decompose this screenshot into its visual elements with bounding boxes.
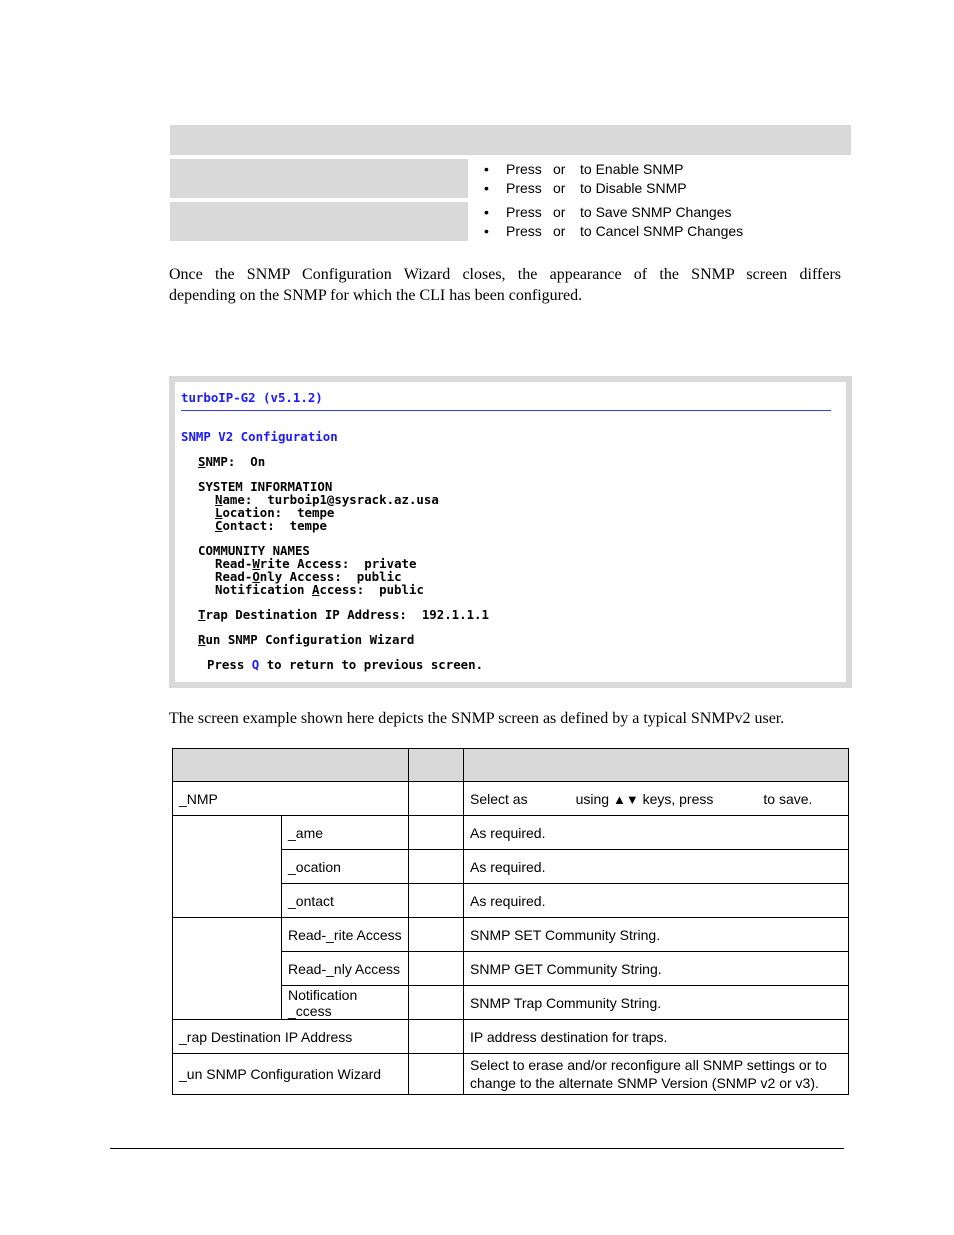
header-cell bbox=[409, 749, 464, 782]
bullet-text: Press bbox=[506, 204, 542, 220]
bullet-text: to Cancel SNMP Changes bbox=[580, 223, 744, 239]
desc-cell: SNMP SET Community String. bbox=[464, 918, 849, 952]
hotkey-letter: Q bbox=[251, 657, 260, 672]
hotkey-letter: R bbox=[198, 632, 206, 647]
bullet-item: • Press or to Disable SNMP bbox=[484, 180, 687, 196]
param-cell: _NMP bbox=[173, 782, 409, 816]
key-cell bbox=[409, 952, 464, 986]
terminal-label: Notification bbox=[215, 582, 312, 597]
table-row bbox=[173, 816, 849, 850]
bullet-text: Press bbox=[506, 180, 542, 196]
terminal-label: Press bbox=[207, 657, 245, 672]
bullet-text: to Enable SNMP bbox=[580, 161, 684, 177]
terminal-contact-line[interactable] bbox=[215, 519, 327, 532]
bullet-text: or bbox=[553, 161, 566, 177]
key-cell bbox=[409, 816, 464, 850]
terminal-label: ame: bbox=[222, 492, 253, 507]
hotkey-letter: C bbox=[215, 518, 223, 533]
top-table-row-label-2 bbox=[170, 202, 468, 241]
param-cell: Read-_rite Access bbox=[282, 918, 409, 952]
terminal-value: tempe bbox=[289, 518, 327, 533]
terminal-value: tempe bbox=[297, 505, 335, 520]
table-row bbox=[173, 782, 849, 816]
terminal-title: turboIP-G2 (v5.1.2) bbox=[181, 390, 323, 405]
hotkey-letter: N bbox=[215, 492, 223, 507]
terminal-label: ocation: bbox=[222, 505, 283, 520]
hotkey-letter: T bbox=[198, 607, 206, 622]
table-header-row bbox=[173, 749, 849, 782]
bullet-text: or bbox=[553, 180, 566, 196]
key-cell bbox=[409, 918, 464, 952]
desc-cell: As required. bbox=[464, 850, 849, 884]
terminal-value: private bbox=[364, 556, 417, 571]
desc-cell: As required. bbox=[464, 816, 849, 850]
bullet-text: or bbox=[553, 204, 566, 220]
desc-cell bbox=[464, 782, 849, 816]
bullet-text: Press bbox=[506, 161, 542, 177]
key-cell bbox=[409, 1054, 464, 1095]
terminal-value: public bbox=[356, 569, 402, 584]
desc-text: using bbox=[575, 790, 610, 807]
terminal-label: to return to previous screen. bbox=[266, 657, 484, 672]
paragraph: The screen example shown here depicts the SNMP screen as defined by a typical SNMPv2 user. bbox=[169, 710, 785, 727]
key-cell bbox=[409, 884, 464, 918]
hotkey-letter: W bbox=[252, 556, 260, 571]
key-cell bbox=[409, 782, 464, 816]
terminal-value: On bbox=[250, 454, 266, 469]
desc-text: keys, press bbox=[642, 790, 714, 807]
terminal-label: ccess: bbox=[319, 582, 365, 597]
header-cell bbox=[173, 749, 409, 782]
desc-cell: SNMP Trap Community String. bbox=[464, 986, 849, 1020]
param-cell: _ame bbox=[282, 816, 409, 850]
terminal-label: rite Access: bbox=[259, 556, 350, 571]
up-down-arrows-icon: ▲▼ bbox=[612, 791, 639, 807]
hotkey-letter: L bbox=[215, 505, 223, 520]
terminal-run-wizard-line[interactable] bbox=[198, 633, 414, 646]
terminal-label: NMP: bbox=[205, 454, 236, 469]
terminal-notif-line[interactable] bbox=[215, 583, 424, 596]
hotkey-letter: S bbox=[198, 454, 206, 469]
terminal-snmp-line[interactable] bbox=[198, 455, 265, 468]
desc-text: to save. bbox=[763, 790, 813, 807]
bullet-text: to Disable SNMP bbox=[580, 180, 687, 196]
key-cell bbox=[409, 1020, 464, 1054]
parameter-table bbox=[172, 748, 849, 1095]
terminal-label: un SNMP Configuration Wizard bbox=[205, 632, 415, 647]
param-cell: _un SNMP Configuration Wizard bbox=[173, 1054, 409, 1095]
bullet-item: • Press or to Save SNMP Changes bbox=[484, 204, 732, 220]
desc-text: Select as bbox=[470, 790, 528, 807]
bullet-item: • Press or to Cancel SNMP Changes bbox=[484, 223, 744, 239]
terminal-system-info-heading: SYSTEM INFORMATION bbox=[198, 479, 333, 494]
bullet-text: to Save SNMP Changes bbox=[580, 204, 732, 220]
desc-cell: Select to erase and/or reconfigure all SNMP settings or to change to the alternate SNMP Version (SNMP v2 or v3). bbox=[464, 1054, 849, 1095]
param-cell: Notification _ccess bbox=[282, 986, 409, 1020]
hotkey-letter: O bbox=[252, 569, 260, 584]
terminal-value: 192.1.1.1 bbox=[421, 607, 489, 622]
table-row bbox=[173, 1054, 849, 1095]
terminal-trap-line[interactable] bbox=[198, 608, 489, 621]
group-cell bbox=[173, 816, 282, 918]
param-cell: Read-_nly Access bbox=[282, 952, 409, 986]
terminal-label: Read- bbox=[215, 556, 253, 571]
param-cell: _ocation bbox=[282, 850, 409, 884]
bullet-text: or bbox=[553, 223, 566, 239]
terminal-community-heading: COMMUNITY NAMES bbox=[198, 543, 310, 558]
terminal-label: rap Destination IP Address: bbox=[205, 607, 407, 622]
terminal-label: nly Access: bbox=[259, 569, 342, 584]
desc-cell: SNMP GET Community String. bbox=[464, 952, 849, 986]
bullet-item: • Press or to Enable SNMP bbox=[484, 161, 684, 177]
terminal-label: Read- bbox=[215, 569, 253, 584]
terminal-value: public bbox=[379, 582, 424, 597]
key-cell bbox=[409, 986, 464, 1020]
desc-cell: As required. bbox=[464, 884, 849, 918]
param-cell: _rap Destination IP Address bbox=[173, 1020, 409, 1054]
top-table-row-label-1 bbox=[170, 159, 468, 198]
header-cell bbox=[464, 749, 849, 782]
terminal-label: ontact: bbox=[222, 518, 275, 533]
key-cell bbox=[409, 850, 464, 884]
desc-cell: IP address destination for traps. bbox=[464, 1020, 849, 1054]
terminal-divider bbox=[181, 410, 831, 411]
group-cell bbox=[173, 918, 282, 1020]
table-row bbox=[173, 918, 849, 952]
paragraph-line: depending on the SNMP for which the CLI has been configured. bbox=[169, 287, 583, 304]
hotkey-letter: A bbox=[311, 582, 320, 597]
terminal-return-hint bbox=[207, 658, 483, 671]
param-cell: _ontact bbox=[282, 884, 409, 918]
table-row bbox=[173, 1020, 849, 1054]
paragraph-line: Once the SNMP Configuration Wizard closes, the appearance of the SNMP screen differs bbox=[169, 266, 841, 283]
bullet-list-2 bbox=[484, 203, 844, 243]
top-table-header bbox=[170, 125, 851, 155]
bullet-list-1 bbox=[484, 160, 844, 200]
terminal-section-title: SNMP V2 Configuration bbox=[181, 429, 338, 444]
footer-divider bbox=[110, 1148, 844, 1149]
bullet-text: Press bbox=[506, 223, 542, 239]
terminal-value: turboip1@sysrack.az.usa bbox=[267, 492, 439, 507]
